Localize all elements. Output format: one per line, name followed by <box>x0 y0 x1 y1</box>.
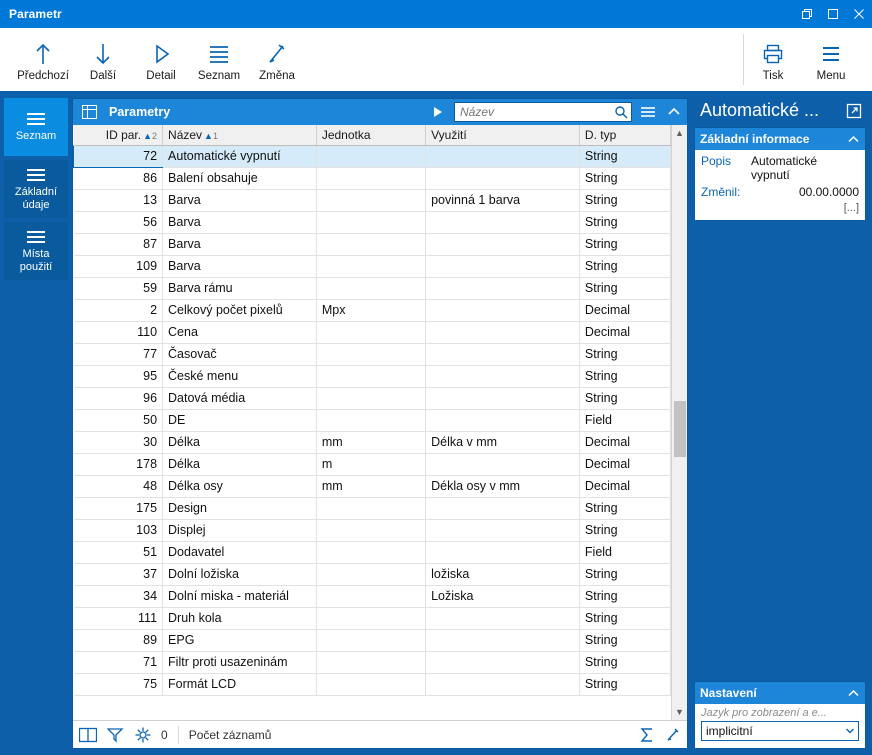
cell-dtyp: String <box>579 343 670 365</box>
field-zmenil-value: 00.00.0000 <box>798 185 859 199</box>
maximize-button[interactable] <box>820 1 846 27</box>
cell-dtyp: Decimal <box>579 475 670 497</box>
grid-table-area <box>73 125 671 720</box>
cell-nazev: Filtr proti usazeninám <box>163 651 317 673</box>
table-row[interactable] <box>74 585 671 607</box>
cell-id: 95 <box>74 365 163 387</box>
table-row[interactable] <box>74 497 671 519</box>
cell-id: 59 <box>74 277 163 299</box>
grid-body <box>73 125 687 720</box>
ribbon-button-seznam[interactable] <box>190 28 248 91</box>
scrollbar-thumb[interactable] <box>674 401 686 457</box>
cell-vyuziti <box>426 387 580 409</box>
language-select-value: implicitní <box>706 724 753 738</box>
sidebar-item-zakladni-udaje[interactable] <box>4 160 68 218</box>
sidebar-item-mista-pouziti-label: Místa použití <box>19 247 53 273</box>
cell-id: 111 <box>74 607 163 629</box>
cell-jednotka <box>316 585 425 607</box>
detail-panel-spacer <box>694 221 866 681</box>
cell-vyuziti <box>426 145 580 167</box>
cell-nazev: Dolní miska - materiál <box>163 585 317 607</box>
basic-info-header-label: Základní informace <box>700 132 810 146</box>
cell-nazev: Barva <box>163 255 317 277</box>
cell-id: 13 <box>74 189 163 211</box>
cell-id: 86 <box>74 167 163 189</box>
settings-gear-icon[interactable] <box>135 727 151 743</box>
ribbon-button-predchozi[interactable] <box>12 28 74 91</box>
cell-id: 72 <box>74 145 163 167</box>
table-row[interactable] <box>74 189 671 211</box>
table-header-row <box>74 125 671 145</box>
cell-vyuziti: Dékla osy v mm <box>426 475 580 497</box>
chevron-up-icon[interactable] <box>847 687 860 700</box>
column-header-vyuziti[interactable] <box>426 125 580 145</box>
column-header-dtyp[interactable] <box>579 125 670 145</box>
printer-icon <box>761 41 785 67</box>
center-area <box>68 92 692 755</box>
table-row[interactable] <box>74 233 671 255</box>
field-popis <box>701 154 859 182</box>
cell-nazev: Displej <box>163 519 317 541</box>
cell-id: 51 <box>74 541 163 563</box>
column-header-dtyp-label: D. typ <box>584 127 617 142</box>
cell-dtyp: String <box>579 233 670 255</box>
cell-id: 30 <box>74 431 163 453</box>
cell-nazev: Balení obsahuje <box>163 167 317 189</box>
list-icon <box>25 229 47 245</box>
cell-nazev: Délka osy <box>163 475 317 497</box>
cell-nazev: Automatické vypnutí <box>163 145 317 167</box>
cell-vyuziti: ložiska <box>426 563 580 585</box>
sort-asc-icon: ▲ <box>204 130 213 141</box>
cell-dtyp: String <box>579 629 670 651</box>
table-row[interactable] <box>74 651 671 673</box>
table-row[interactable] <box>74 299 671 321</box>
cell-nazev: Datová média <box>163 387 317 409</box>
cell-dtyp: String <box>579 519 670 541</box>
ribbon-button-detail[interactable] <box>132 28 190 91</box>
close-button[interactable] <box>846 1 872 27</box>
column-header-id[interactable] <box>74 125 163 145</box>
ribbon-button-menu[interactable] <box>802 28 860 91</box>
chevron-down-icon[interactable] <box>845 726 855 736</box>
cell-vyuziti <box>426 321 580 343</box>
pencil-icon <box>266 41 288 67</box>
detail-panel-title: Automatické ... <box>700 100 820 120</box>
table-row[interactable] <box>74 475 671 497</box>
settings-header[interactable] <box>695 682 865 704</box>
book-view-icon[interactable] <box>79 727 97 743</box>
settings-section <box>694 681 866 749</box>
cell-dtyp: String <box>579 189 670 211</box>
expand-right-icon[interactable] <box>428 102 448 122</box>
table-row[interactable] <box>74 563 671 585</box>
maximize-icon <box>827 8 839 20</box>
column-header-id-label: ID par. <box>105 127 142 142</box>
chevron-up-icon[interactable] <box>847 133 860 146</box>
column-header-nazev[interactable] <box>163 125 317 145</box>
cell-nazev: Časovač <box>163 343 317 365</box>
pencil-icon[interactable] <box>665 727 681 743</box>
cell-jednotka <box>316 387 425 409</box>
table-row[interactable] <box>74 387 671 409</box>
table-row[interactable] <box>74 409 671 431</box>
grid-footer <box>73 720 687 748</box>
ribbon-button-detail-label: Detail <box>146 70 176 82</box>
cell-vyuziti <box>426 299 580 321</box>
collapse-up-icon[interactable] <box>664 102 684 122</box>
cell-dtyp: String <box>579 145 670 167</box>
cell-id: 71 <box>74 651 163 673</box>
cell-jednotka <box>316 321 425 343</box>
cell-jednotka <box>316 145 425 167</box>
cell-id: 34 <box>74 585 163 607</box>
language-field-label: Jazyk pro zobrazení a e... <box>701 707 827 719</box>
cell-jednotka <box>316 519 425 541</box>
cell-dtyp: Field <box>579 409 670 431</box>
basic-info-header[interactable] <box>695 128 865 150</box>
column-header-nazev-label: Název <box>168 127 203 142</box>
filter-icon[interactable] <box>107 727 125 743</box>
record-count-value: 0 <box>161 727 168 742</box>
ribbon-button-predchozi-label: Předchozí <box>17 70 69 82</box>
field-popis-label: Popis <box>701 154 732 168</box>
cell-dtyp: String <box>579 607 670 629</box>
list-icon <box>25 111 47 127</box>
sort-asc-icon: ▲ <box>143 130 153 141</box>
window-body <box>0 92 872 755</box>
hamburger-icon <box>819 41 843 67</box>
basic-info-section <box>694 127 866 221</box>
field-popis-value: Automatické vypnutí <box>751 154 818 182</box>
cell-vyuziti <box>426 343 580 365</box>
cell-nazev: Barva <box>163 189 317 211</box>
table-row[interactable] <box>74 277 671 299</box>
cell-dtyp: String <box>579 365 670 387</box>
cell-id: 37 <box>74 563 163 585</box>
cell-id: 103 <box>74 519 163 541</box>
table-row[interactable] <box>74 519 671 541</box>
cell-id: 87 <box>74 233 163 255</box>
basic-info-body <box>695 150 865 220</box>
cell-id: 56 <box>74 211 163 233</box>
restore-icon <box>801 8 813 20</box>
sidebar-item-seznam[interactable] <box>4 98 68 156</box>
settings-body <box>695 704 865 748</box>
cell-id: 50 <box>74 409 163 431</box>
cell-id: 2 <box>74 299 163 321</box>
cell-vyuziti <box>426 497 580 519</box>
cell-vyuziti <box>426 167 580 189</box>
sort-index-nazev: 1 <box>212 130 218 141</box>
cell-jednotka <box>316 233 425 255</box>
ribbon-toolbar <box>0 28 872 92</box>
ribbon-button-tisk[interactable] <box>744 28 802 91</box>
search-input[interactable] <box>455 103 631 121</box>
cell-jednotka <box>316 497 425 519</box>
cell-nazev: EPG <box>163 629 317 651</box>
grid-icon <box>79 102 99 122</box>
list-icon <box>207 41 231 67</box>
cell-vyuziti <box>426 233 580 255</box>
cell-jednotka <box>316 167 425 189</box>
cell-id: 75 <box>74 673 163 695</box>
table-body <box>74 145 671 695</box>
table-row[interactable] <box>74 607 671 629</box>
sidebar-item-mista-pouziti[interactable] <box>4 222 68 280</box>
cell-jednotka <box>316 629 425 651</box>
cell-dtyp: Decimal <box>579 321 670 343</box>
sidebar-item-zakladni-udaje-label: Základní údaje <box>14 185 58 211</box>
cell-jednotka: Mpx <box>316 299 425 321</box>
cell-nazev: Délka <box>163 431 317 453</box>
cell-nazev: Barva <box>163 211 317 233</box>
grid-title: Parametry <box>109 105 171 119</box>
cell-jednotka <box>316 211 425 233</box>
title-bar <box>0 0 872 28</box>
ribbon-button-tisk-label: Tisk <box>762 70 784 82</box>
cell-nazev: DE <box>163 409 317 431</box>
cell-vyuziti <box>426 409 580 431</box>
table-row[interactable] <box>74 365 671 387</box>
cell-nazev: Formát LCD <box>163 673 317 695</box>
cell-id: 109 <box>74 255 163 277</box>
restore-button[interactable] <box>794 1 820 27</box>
sigma-icon[interactable] <box>639 727 655 743</box>
cell-vyuziti: povinná 1 barva <box>426 189 580 211</box>
footer-divider <box>178 726 179 744</box>
cell-jednotka <box>316 673 425 695</box>
scroll-up-icon[interactable]: ▲ <box>675 128 684 138</box>
more-indicator[interactable]: [...] <box>843 202 859 214</box>
field-zmenil-label: Změnil: <box>701 185 741 199</box>
cell-dtyp: String <box>579 211 670 233</box>
scrollbar-track[interactable] <box>672 141 688 704</box>
cell-nazev: Barva rámu <box>163 277 317 299</box>
cell-jednotka <box>316 343 425 365</box>
cell-dtyp: Field <box>579 541 670 563</box>
cell-vyuziti <box>426 607 580 629</box>
cell-nazev: Dolní ložiska <box>163 563 317 585</box>
parameters-grid-panel <box>72 98 688 749</box>
cell-vyuziti <box>426 211 580 233</box>
cell-nazev: Barva <box>163 233 317 255</box>
ribbon-button-dalsi-label: Další <box>89 70 117 82</box>
table-row[interactable] <box>74 343 671 365</box>
detail-panel <box>692 92 872 755</box>
language-select[interactable] <box>701 721 859 741</box>
cell-dtyp: String <box>579 585 670 607</box>
cell-nazev: Druh kola <box>163 607 317 629</box>
column-header-jednotka[interactable] <box>316 125 425 145</box>
cell-dtyp: String <box>579 387 670 409</box>
cell-nazev: Délka <box>163 453 317 475</box>
cell-dtyp: String <box>579 277 670 299</box>
cell-jednotka <box>316 277 425 299</box>
cell-jednotka <box>316 255 425 277</box>
table-row[interactable] <box>74 541 671 563</box>
cell-jednotka <box>316 651 425 673</box>
table-row[interactable] <box>74 211 671 233</box>
column-header-vyuziti-label: Využití <box>431 127 467 142</box>
cell-vyuziti <box>426 277 580 299</box>
scroll-down-icon[interactable]: ▼ <box>675 707 684 717</box>
cell-dtyp: Decimal <box>579 453 670 475</box>
cell-jednotka <box>316 563 425 585</box>
cell-vyuziti <box>426 541 580 563</box>
cell-vyuziti <box>426 255 580 277</box>
cell-vyuziti <box>426 651 580 673</box>
cell-vyuziti <box>426 629 580 651</box>
record-count-label: Počet záznamů <box>188 727 272 742</box>
cell-id: 48 <box>74 475 163 497</box>
cell-vyuziti: Ložiska <box>426 585 580 607</box>
cell-id: 96 <box>74 387 163 409</box>
list-icon <box>25 167 47 183</box>
cell-dtyp: String <box>579 673 670 695</box>
column-header-jednotka-label: Jednotka <box>321 127 371 142</box>
grid-options-icon[interactable] <box>638 102 658 122</box>
cell-nazev: Cena <box>163 321 317 343</box>
ribbon-button-dalsi[interactable] <box>74 28 132 91</box>
external-link-icon[interactable] <box>846 103 862 119</box>
cell-dtyp: String <box>579 651 670 673</box>
cell-nazev: Dodavatel <box>163 541 317 563</box>
cell-jednotka <box>316 365 425 387</box>
sort-index-id: 2 <box>152 130 158 141</box>
cell-vyuziti <box>426 453 580 475</box>
cell-jednotka: mm <box>316 431 425 453</box>
cell-dtyp: String <box>579 255 670 277</box>
cell-id: 89 <box>74 629 163 651</box>
table-row[interactable] <box>74 255 671 277</box>
ribbon-right-group <box>743 28 872 91</box>
cell-dtyp: Decimal <box>579 299 670 321</box>
play-triangle-icon <box>150 41 172 67</box>
cell-vyuziti <box>426 519 580 541</box>
cell-dtyp: String <box>579 167 670 189</box>
cell-jednotka <box>316 607 425 629</box>
table-row[interactable] <box>74 431 671 453</box>
cell-dtyp: Decimal <box>579 431 670 453</box>
cell-nazev: Celkový počet pixelů <box>163 299 317 321</box>
left-navigation <box>0 92 68 755</box>
cell-nazev: České menu <box>163 365 317 387</box>
window-title: Parametr <box>9 7 62 21</box>
table-row[interactable] <box>74 629 671 651</box>
cell-id: 175 <box>74 497 163 519</box>
cell-dtyp: String <box>579 497 670 519</box>
table-row[interactable] <box>74 321 671 343</box>
table-row[interactable] <box>74 145 671 167</box>
ribbon-button-menu-label: Menu <box>816 70 846 82</box>
cell-jednotka <box>316 409 425 431</box>
grid-header <box>73 99 687 125</box>
cell-dtyp: String <box>579 563 670 585</box>
ribbon-button-seznam-label: Seznam <box>197 70 241 82</box>
sidebar-item-seznam-label: Seznam <box>15 130 57 143</box>
grid-vertical-scrollbar[interactable] <box>671 125 687 720</box>
table-row[interactable] <box>74 453 671 475</box>
cell-vyuziti: Délka v mm <box>426 431 580 453</box>
cell-vyuziti <box>426 673 580 695</box>
ribbon-button-zmena[interactable] <box>248 28 306 91</box>
cell-nazev: Design <box>163 497 317 519</box>
close-icon <box>853 8 865 20</box>
cell-jednotka: mm <box>316 475 425 497</box>
cell-jednotka: m <box>316 453 425 475</box>
table-row[interactable] <box>74 673 671 695</box>
cell-id: 178 <box>74 453 163 475</box>
arrow-down-icon <box>92 41 114 67</box>
cell-vyuziti <box>426 365 580 387</box>
cell-jednotka <box>316 541 425 563</box>
table-row[interactable] <box>74 167 671 189</box>
parameters-table <box>73 125 671 696</box>
arrow-up-icon <box>32 41 54 67</box>
search-box[interactable] <box>454 102 632 122</box>
cell-id: 77 <box>74 343 163 365</box>
detail-panel-title-row <box>694 98 866 127</box>
ribbon-button-zmena-label: Změna <box>259 70 295 82</box>
cell-jednotka <box>316 189 425 211</box>
field-zmenil <box>701 185 859 199</box>
cell-id: 110 <box>74 321 163 343</box>
settings-header-label: Nastavení <box>700 686 757 700</box>
ribbon-left-group <box>0 28 306 91</box>
search-icon[interactable] <box>614 105 628 119</box>
